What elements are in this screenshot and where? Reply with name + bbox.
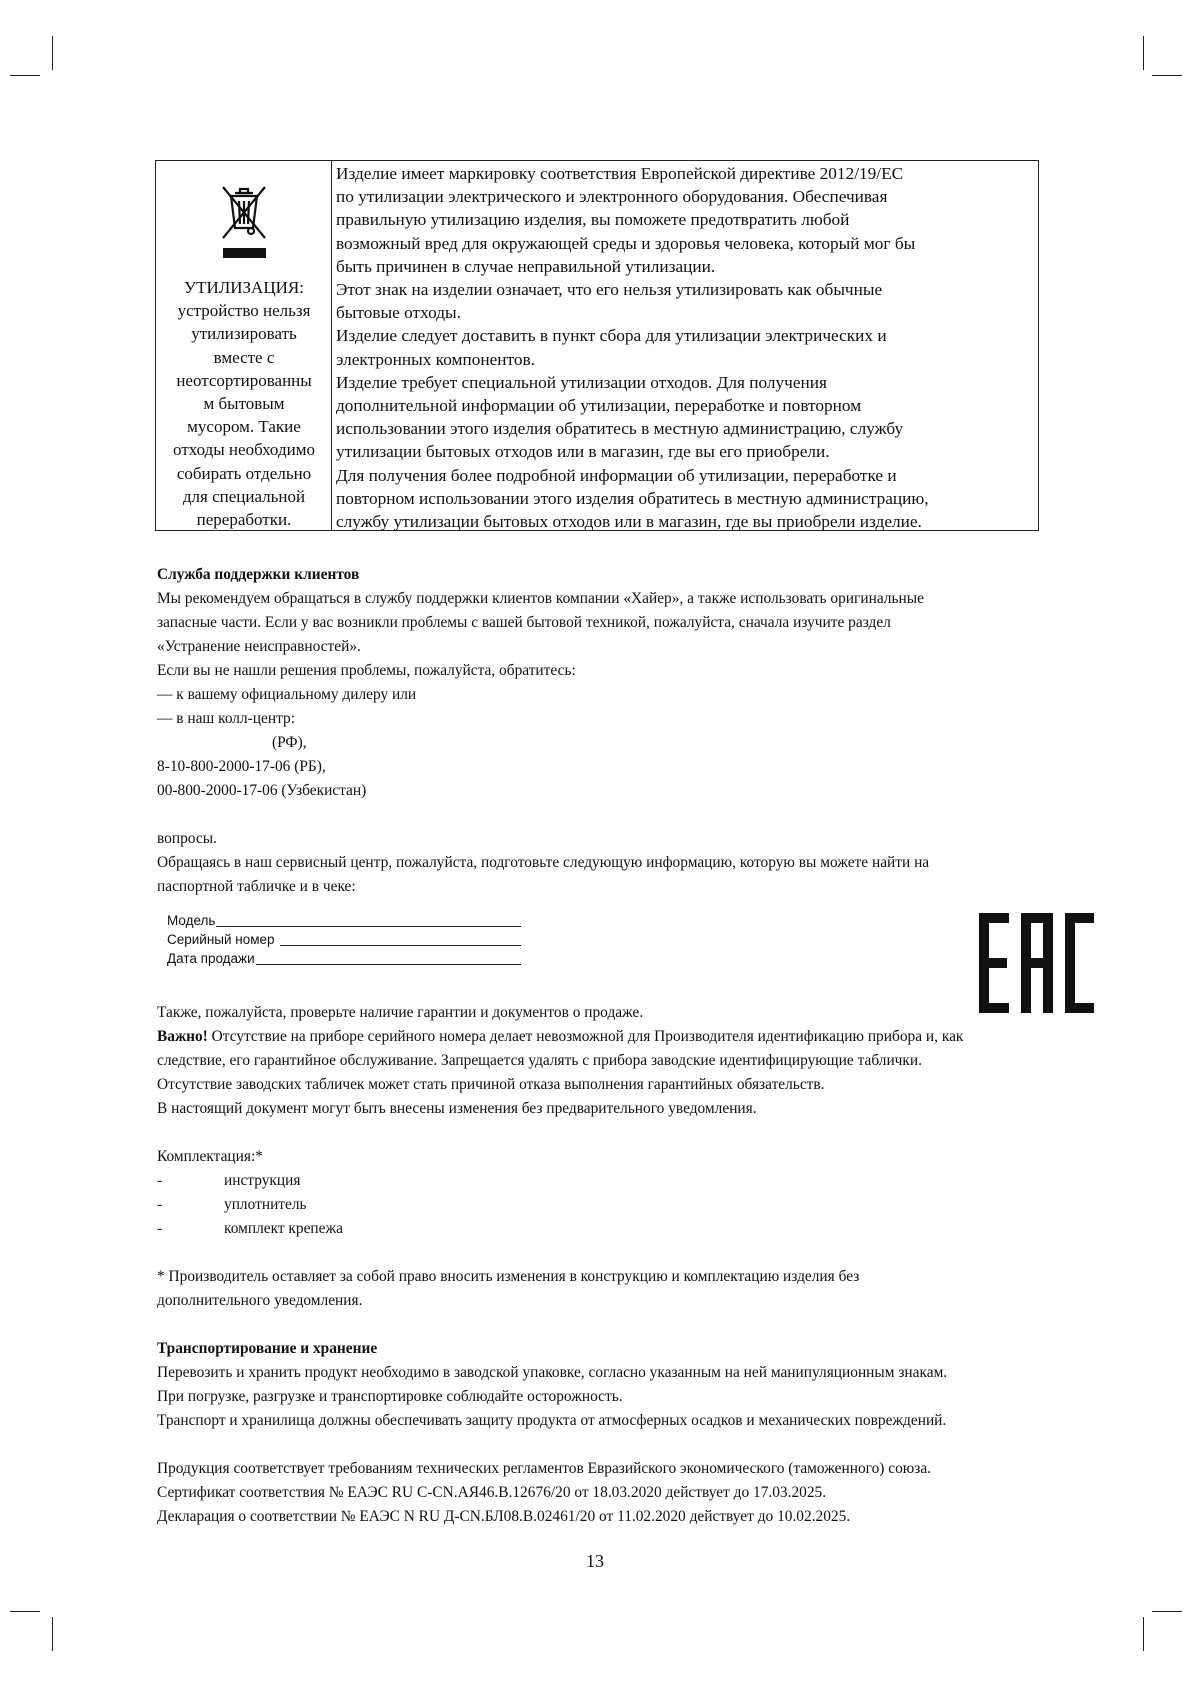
transport-heading: Транспортирование и хранение xyxy=(157,1340,378,1357)
transport-text-line: При погрузке, разгрузке и транспортировке соблюдайте осторожность. xyxy=(157,1388,623,1405)
recycling-caption xyxy=(156,276,332,531)
recycling-text-line: дополнительной информации об утилизации, переработке и повторном xyxy=(336,396,862,416)
kit-item: комплект крепежа xyxy=(224,1220,343,1237)
date-field xyxy=(167,951,255,969)
recycling-text-line: быть причинен в случае неправильной утилизации. xyxy=(336,256,716,276)
recycling-text-line: электронных компонентов. xyxy=(336,349,535,369)
recycling-text-line: возможный вред для окружающей среды и здоровья человека, который мог бы xyxy=(336,233,916,253)
model-field xyxy=(167,913,215,931)
recycling-caption-line: утилизировать xyxy=(191,324,297,344)
kit-dash: - xyxy=(157,1196,163,1213)
phone-rf: (РФ), xyxy=(272,734,307,751)
model-label: Модель xyxy=(167,913,216,928)
recycling-text-line: по утилизации электрического и электронного оборудования. Обеспечивая xyxy=(336,187,888,207)
kit-title: Комплектация:* xyxy=(157,1148,263,1165)
phone-rb: 8-10-800-2000-17-06 (РБ), xyxy=(157,758,326,775)
notes-text-line: Отсутствие заводских табличек может стать причиной отказа выполнения гарантийных обязательств. xyxy=(157,1076,825,1093)
kit-dash: - xyxy=(157,1220,163,1237)
recycling-text-line: повторном использовании этого изделия обратитесь в местную администрацию, xyxy=(336,488,929,508)
important-line xyxy=(157,1025,963,1049)
phone-uz: 00-800-2000-17-06 (Узбекистан) xyxy=(157,782,367,799)
cert-text-line: Продукция соответствует требованиям технических регламентов Евразийского экономического (таможенного) союза. xyxy=(157,1460,932,1477)
recycling-caption-line: вместе с xyxy=(213,347,275,367)
recycling-text-line: Для получения более подробной информации об утилизации, переработке и xyxy=(336,465,897,485)
serial-field xyxy=(167,932,275,950)
recycling-caption-line: мусором. Такие xyxy=(187,417,301,437)
recycling-description xyxy=(336,162,1036,533)
model-line xyxy=(216,926,521,927)
crossed-out-wheelie-bin-icon xyxy=(220,184,268,242)
kit-footnote-line: * Производитель оставляет за собой право вносить изменения в конструкцию и комплектацию изделия без xyxy=(157,1268,860,1285)
prepare-text-line: паспортной табличке и в чеке: xyxy=(157,878,356,895)
transport-text-line: Перевозить и хранить продукт необходимо в заводской упаковке, согласно указанным на ней манипуляционным знакам. xyxy=(157,1364,948,1381)
recycling-text-line: Этот знак на изделии означает, что его нельзя утилизировать как обычные xyxy=(336,280,883,300)
important-text: Отсутствие на приборе серийного номера делает невозможной для Производителя идентификацию прибора и, как xyxy=(207,1028,964,1045)
recycling-text-line: утилизации бытовых отходов или в магазин, где вы его приобрели. xyxy=(336,442,830,462)
notes-text-line: В настоящий документ могут быть внесены изменения без предварительного уведомления. xyxy=(157,1100,757,1117)
cert-text-line: Декларация о соответствии № ЕАЭС N RU Д-CN.БЛ08.В.02461/20 от 11.02.2020 действует до 10.02.2025. xyxy=(157,1508,851,1525)
recycling-symbol-cell xyxy=(156,161,332,530)
notes-text-line: следствие, его гарантийное обслуживание. Запрещается удалять с прибора заводские идентифицирующие таблички. xyxy=(157,1052,922,1069)
recycling-text-line: Изделие требует специальной утилизации отходов. Для получения xyxy=(336,372,827,392)
support-text-line: Если вы не нашли решения проблемы, пожалуйста, обратитесь: xyxy=(157,662,576,679)
crop-mark xyxy=(1143,36,1144,70)
recycling-caption-line: УТИЛИЗАЦИЯ: xyxy=(184,278,304,297)
recycling-caption-line: для специальной xyxy=(182,486,306,506)
support-text-line: — к вашему официальному дилеру или xyxy=(157,686,417,703)
crop-mark xyxy=(1143,1617,1144,1651)
crop-mark xyxy=(10,75,40,76)
recycling-text-line: Изделие имеет маркировку соответствия Европейской директиве 2012/19/ЕС xyxy=(336,164,904,183)
important-label: Важно! xyxy=(157,1028,208,1045)
transport-text-line: Транспорт и хранилища должны обеспечивать защиту продукта от атмосферных осадков и механических повреждений. xyxy=(157,1412,947,1429)
support-text-line: запасные части. Если у вас возникли проблемы с вашей бытовой техникой, пожалуйста, сначала изучите раздел xyxy=(157,614,891,631)
date-line xyxy=(256,964,521,965)
prepare-text-line: Обращаясь в наш сервисный центр, пожалуйста, подготовьте следующую информацию, которую вы можете найти на xyxy=(157,854,930,871)
recycling-text-line: Изделие следует доставить в пункт сбора для утилизации электрических и xyxy=(336,326,887,346)
questions-text: вопросы. xyxy=(157,830,217,847)
kit-item: инструкция xyxy=(224,1172,301,1189)
crop-mark xyxy=(52,1617,53,1651)
cert-text-line: Сертификат соответствия № ЕАЭС RU С-CN.АЯ46.В.12676/20 от 18.03.2020 действует до 17.03.2025. xyxy=(157,1484,827,1501)
support-text-line: Мы рекомендуем обращаться в службу поддержки клиентов компании «Хайер», а также использовать оригинальные xyxy=(157,590,924,607)
eac-certification-mark-icon xyxy=(979,913,1094,1013)
recycling-text-line: бытовые отходы. xyxy=(336,303,461,323)
serial-line xyxy=(280,945,521,946)
crop-mark xyxy=(52,36,53,70)
date-label: Дата продажи xyxy=(167,951,255,966)
recycling-text-line: правильную утилизацию изделия, вы поможете предотвратить любой xyxy=(336,210,850,230)
bin-underline-bar xyxy=(223,248,266,258)
recycling-text-line: службу утилизации бытовых отходов или в магазин, где вы приобрели изделие. xyxy=(336,512,922,532)
recycling-caption-line: собирать отдельно xyxy=(176,463,312,483)
kit-item: уплотнитель xyxy=(224,1196,307,1213)
kit-dash: - xyxy=(157,1172,163,1189)
crop-mark xyxy=(1152,1611,1182,1612)
crop-mark xyxy=(10,1611,40,1612)
kit-footnote-line: дополнительного уведомления. xyxy=(157,1292,363,1309)
recycling-caption-line: неотсортированны xyxy=(176,370,312,390)
support-text-line: «Устранение неисправностей». xyxy=(157,638,361,655)
page-number: 13 xyxy=(586,1551,604,1571)
check-warranty-text: Также, пожалуйста, проверьте наличие гарантии и документов о продаже. xyxy=(157,1004,644,1021)
recycling-info-table xyxy=(155,160,1039,531)
support-heading: Служба поддержки клиентов xyxy=(157,566,360,583)
recycling-text-line: использовании этого изделия обратитесь в местную администрацию, службу xyxy=(336,419,904,439)
crop-mark xyxy=(1152,75,1182,76)
serial-label: Серийный номер xyxy=(167,932,275,947)
recycling-caption-line: отходы необходимо xyxy=(173,440,315,460)
recycling-caption-line: переработки. xyxy=(196,510,292,530)
recycling-caption-line: м бытовым xyxy=(203,394,285,414)
recycling-caption-line: устройство нельзя xyxy=(177,301,311,321)
support-text-line: — в наш колл-центр: xyxy=(157,710,295,727)
